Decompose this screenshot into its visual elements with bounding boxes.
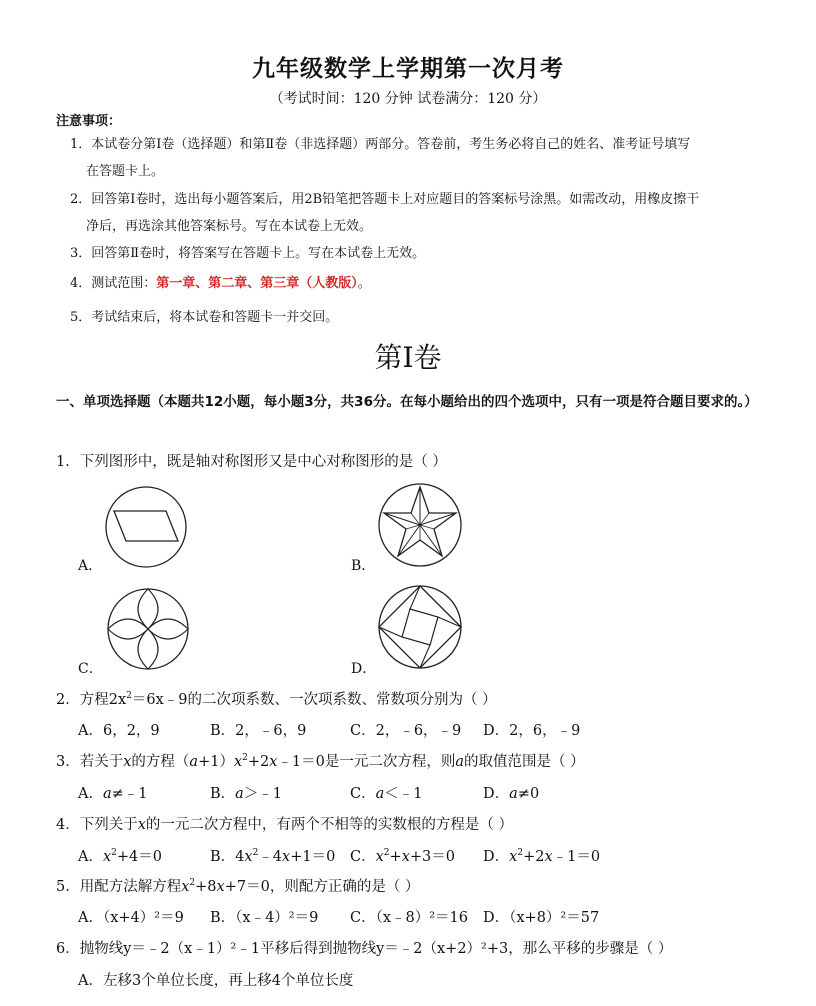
q5-option-b: B．（x﹣4）²＝9: [210, 910, 319, 926]
q3-stem-f: 的取值范围是（ ）: [464, 754, 585, 770]
q3-stem-e: ﹣1＝0是一元二次方程，则: [277, 754, 456, 770]
q4-b-pre: 4: [235, 849, 245, 865]
q4-a-text: +4＝0: [116, 849, 163, 865]
q3-option-a: [78, 782, 148, 803]
q2-stem-a: 2．方程2x: [56, 692, 127, 708]
q4-option-d: [483, 845, 600, 866]
section-heading: 一、单项选择题（本题共12小题，每小题3分，共36分。在每小题给出的四个选项中，只有一项是符合题目要求的。）: [56, 394, 758, 410]
section-title: 第Ⅰ卷: [374, 341, 442, 374]
q2-option-a: A．6，2，9: [78, 723, 160, 739]
q4-c-x2: x: [401, 849, 410, 865]
q4-b-x: x: [244, 849, 253, 865]
q5-var-x: x: [181, 879, 190, 895]
q4-b-mid: ﹣4: [258, 849, 283, 865]
q5-var-x2: x: [216, 879, 225, 895]
question-3: [56, 750, 585, 771]
q5-exp: 2: [189, 878, 196, 889]
q4-var-x: x: [137, 817, 146, 833]
q4-stem-a: 4．下列关于: [56, 817, 138, 833]
q2-option-b: B．2，﹣6，9: [210, 723, 307, 739]
q3-stem-b: 的方程（: [131, 754, 190, 770]
q5-stem-a: 5．用配方法解方程: [56, 879, 182, 895]
notice-item-2-cont: 净后，再选涂其他答案标号。写在本试卷上无效。: [86, 219, 373, 234]
q4-letter-a: A．: [78, 849, 103, 865]
q4-a-x: x: [102, 849, 112, 865]
q3-option-c: [350, 782, 423, 803]
q3-letter-b: B．: [210, 786, 236, 802]
pinwheel-squares-in-circle-icon: [377, 584, 463, 670]
page-title: 九年级数学上学期第一次月考: [252, 55, 564, 82]
q3-c-var: a: [375, 786, 385, 802]
q3-var-x: x: [123, 754, 132, 770]
question-2: [56, 688, 497, 709]
q4-b-x2: x: [282, 849, 291, 865]
notice-item-4-end: 。: [357, 276, 371, 291]
q4-d-x: x: [509, 849, 518, 865]
q6-option-a: A．左移3个单位长度，再上移4个单位长度: [78, 973, 354, 989]
q3-a-var: a: [102, 786, 112, 802]
notice-heading: 注意事项：: [56, 114, 122, 129]
test-scope: 第一章、第二章、第三章（人教版）: [156, 276, 358, 291]
option-c-label: C．: [78, 661, 103, 677]
q3-d-var: a: [509, 786, 518, 802]
option-d-label: D．: [351, 661, 377, 677]
q3-letter-a: A．: [78, 786, 103, 802]
q3-stem-d: +2: [247, 754, 270, 770]
q4-stem-b: 的一元二次方程中，有两个不相等的实数根的方程是（ ）: [145, 817, 514, 833]
q3-var-a2: a: [455, 754, 465, 770]
q3-stem-c: +1）: [198, 754, 234, 770]
q2-option-d: D．2，6，﹣9: [483, 723, 581, 739]
notice-item-3: 3．回答第Ⅱ卷时，将答案写在答题卡上。写在本试卷上无效。: [70, 246, 426, 261]
q3-exponent: 2: [242, 753, 248, 764]
q2-option-c: C．2，﹣6，﹣9: [350, 723, 462, 739]
q4-option-c: [350, 845, 455, 866]
option-b-label: B．: [351, 558, 376, 574]
q4-a-exp: 2: [111, 848, 117, 859]
q5-option-a: A．（x+4）²＝9: [78, 910, 184, 926]
four-petal-in-circle-icon: [106, 587, 190, 671]
q3-b-var: a: [235, 786, 244, 802]
q4-b-post: +1＝0: [290, 849, 336, 865]
q3-letter-d: D．: [483, 786, 510, 802]
star-in-circle-icon: [377, 482, 463, 568]
q2-stem-b: ＝6x﹣9的二次项系数、一次项系数、常数项分别为（ ）: [131, 692, 497, 708]
question-5: [56, 875, 419, 896]
q3-letter-c: C．: [350, 786, 376, 802]
q4-d-exp: 2: [517, 848, 524, 859]
option-a-label: A．: [78, 558, 103, 574]
q3-d-text: ≠0: [517, 786, 540, 802]
q4-letter-c: C．: [350, 849, 376, 865]
notice-item-4-label: 4．测试范围：: [70, 276, 157, 291]
notice-item-4: [70, 270, 371, 297]
notice-item-1-cont: 在答题卡上。: [86, 164, 165, 179]
notice-item-1: 1．本试卷分第Ⅰ卷（选择题）和第Ⅱ卷（非选择题）两部分。答卷前，考生务必将自己的姓名、准考证号填写: [70, 137, 691, 152]
q5-stem-c: +7＝0，则配方正确的是（ ）: [224, 879, 420, 895]
q3-option-b: [210, 782, 282, 803]
q4-d-x2: x: [544, 849, 553, 865]
q4-c-post: +3＝0: [409, 849, 455, 865]
question-1: 1．下列图形中，既是轴对称图形又是中心对称图形的是（ ）: [56, 454, 447, 470]
q4-d-post: ﹣1＝0: [552, 849, 601, 865]
q4-letter-b: B．: [210, 849, 236, 865]
q4-option-b: [210, 845, 335, 866]
q5-option-c: C．（x﹣8）²＝16: [350, 910, 469, 926]
q3-option-d: [483, 782, 539, 803]
q5-option-d: D．（x+8）²＝57: [483, 910, 600, 926]
q5-stem-b: +8: [195, 879, 217, 895]
notice-item-5: 5．考试结束后，将本试卷和答题卡一并交回。: [70, 310, 339, 325]
q2-exponent: 2: [126, 691, 132, 702]
q3-c-text: ＜﹣1: [384, 786, 423, 802]
question-4: [56, 813, 513, 834]
q4-letter-d: D．: [483, 849, 510, 865]
q3-var-x3: x: [269, 754, 278, 770]
exam-info: （考试时间：120 分钟 试卷满分：120 分）: [269, 91, 547, 107]
q3-b-text: ＞﹣1: [243, 786, 283, 802]
q3-a-text: ≠﹣1: [111, 786, 148, 802]
q4-d-mid: +2: [523, 849, 545, 865]
q3-var-a: a: [189, 754, 199, 770]
notice-item-2: 2．回答第Ⅰ卷时，选出每小题答案后，用2B铅笔把答题卡上对应题目的答案标号涂黑。如需改动，用橡皮擦干: [70, 192, 700, 207]
q4-c-exp: 2: [383, 848, 390, 859]
q3-stem-a: 3．若关于: [56, 754, 124, 770]
parallelogram-in-circle-icon: [104, 485, 188, 569]
q3-var-x2: x: [233, 754, 243, 770]
question-6: 6．抛物线y＝﹣2（x﹣1）²﹣1平移后得到抛物线y＝﹣2（x+2）²+3，那么平移的步骤是（ ）: [56, 941, 673, 957]
q4-b-exp: 2: [252, 848, 259, 859]
q4-option-a: [78, 845, 162, 866]
q4-c-mid: +: [389, 849, 402, 865]
q4-c-x: x: [375, 849, 384, 865]
